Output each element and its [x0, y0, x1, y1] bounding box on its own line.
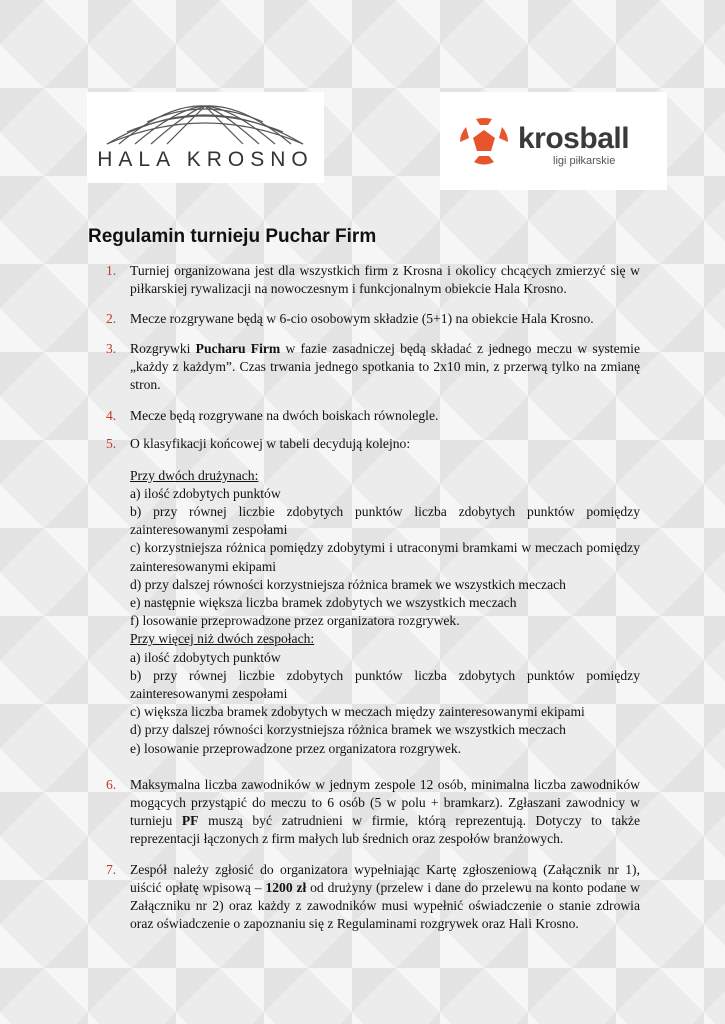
- rule-text-bold: 1200 zł: [265, 879, 307, 895]
- rule-text-bold: Pucharu Firm: [195, 340, 281, 356]
- criteria-item: b) przy równej liczbie zdobytych punktów liczba zdobytych punktów pomiędzy zainteresowanymi zespołami: [130, 667, 640, 702]
- krosball-tagline: ligi piłkarskie: [553, 155, 616, 167]
- more-teams-heading: Przy więcej niż dwóch zespołach:: [130, 631, 315, 647]
- rule-number: 1.: [106, 263, 117, 278]
- rule-text: O klasyfikacji końcowej w tabeli decydują kolejno:: [130, 436, 411, 452]
- rule-text: Mecze rozgrywane będą w 6-cio osobowym składzie (5+1) na obiekcie Hala Krosno.: [130, 311, 594, 327]
- rule-number: 2.: [106, 311, 117, 327]
- rule-text-pre: Zespół należy zgłosić do organizatora wypełniając Kartę zgłoszeniową (Załącznik nr 1), uiścić opłatę wpisową –: [130, 861, 640, 895]
- rule-6: [88, 776, 640, 849]
- soccer-ball-icon: [456, 114, 512, 170]
- rule-2: [88, 310, 640, 328]
- criteria-item: b) przy równej liczbie zdobytych punktów liczba zdobytych punktów pomiędzy zainteresowanymi zespołami: [130, 504, 640, 538]
- rule-text-post: muszą być zatrudnieni w firmie, którą reprezentują. Dotyczy to także reprezentacji łączonych z firm małych lub średnich oraz zespołów branżowych.: [130, 813, 640, 847]
- rule-text-post: w fazie zasadniczej będą składać z jednego meczu w systemie „każdy z każdym”. Czas trwania jednego spotkania to 2x10 min, z przerwą tylko na zmianę stron.: [130, 340, 640, 393]
- rule-1: [88, 262, 640, 298]
- krosball-logo: [440, 92, 667, 190]
- page-title: Regulamin turnieju Puchar Firm: [88, 226, 377, 247]
- rule-7: [88, 861, 640, 934]
- rule-number: 6.: [106, 776, 117, 792]
- rules-list: [88, 262, 640, 934]
- rule-number: 4.: [106, 408, 117, 424]
- criteria-item: f) losowanie przeprowadzone przez organizatora rozgrywek.: [130, 613, 460, 629]
- rule-4: [88, 407, 640, 425]
- hala-krosno-wordmark: HALA KROSNO: [97, 148, 314, 171]
- criteria-item: c) większa liczba bramek zdobytych w meczach między zainteresowanymi ekipami: [130, 704, 585, 720]
- rule-number: 3.: [106, 340, 117, 356]
- rule-text-bold: PF: [181, 813, 199, 829]
- criteria-item: a) ilość zdobytych punktów: [130, 485, 281, 501]
- criteria-item: a) ilość zdobytych punktów: [130, 649, 281, 665]
- rule-number: 7.: [106, 861, 117, 877]
- krosball-wordmark: krosball: [518, 122, 630, 155]
- criteria-item: e) losowanie przeprowadzone przez organizatora rozgrywek.: [130, 740, 462, 756]
- rule-text-post: od drużyny (przelew i dane do przelewu na konto podane w Załączniku nr 2) oraz każdy z zawodników musi wypełnić oświadczenie o stanie zdrowia oraz oświadczenie o zapoznaniu się z Regulaminami rozgrywek oraz Hali Krosno.: [130, 879, 640, 932]
- criteria-item: e) następnie większa liczba bramek zdobytych we wszystkich meczach: [130, 595, 517, 611]
- hala-krosno-logo: [87, 92, 324, 183]
- rule-3: [88, 340, 640, 395]
- rule-text: Turniej organizowana jest dla wszystkich firm z Krosna i okolicy chcących zmierzyć się w piłkarskiej rywalizacji na nowoczesnym i funkcjonalnym obiekcie Hala Krosno.: [130, 263, 640, 297]
- rule-text-pre: Rozgrywki: [130, 340, 196, 356]
- rule-5: [88, 435, 640, 757]
- tiebreak-criteria: [130, 467, 640, 758]
- criteria-item: c) korzystniejsza różnica pomiędzy zdobytymi i utraconymi bramkami w meczach pomiędzy zainteresowanymi ekipami: [130, 540, 640, 574]
- criteria-item: d) przy dalszej równości korzystniejsza różnica bramek we wszystkich meczach: [130, 722, 566, 738]
- two-teams-heading: Przy dwóch drużynach:: [130, 467, 259, 483]
- rule-number: 5.: [106, 436, 117, 452]
- rule-text: Mecze będą rozgrywane na dwóch boiskach równolegle.: [130, 408, 439, 424]
- criteria-item: d) przy dalszej równości korzystniejsza różnica bramek we wszystkich meczach: [130, 576, 566, 592]
- rule-text-pre: Maksymalna liczba zawodników w jednym zespole 12 osób, minimalna liczba zawodników mogących przystąpić do meczu to 6 osób (5 w polu + bramkarz). Zgłaszani zawodnicy w turnieju: [130, 776, 640, 829]
- hala-dome-icon: [87, 92, 324, 152]
